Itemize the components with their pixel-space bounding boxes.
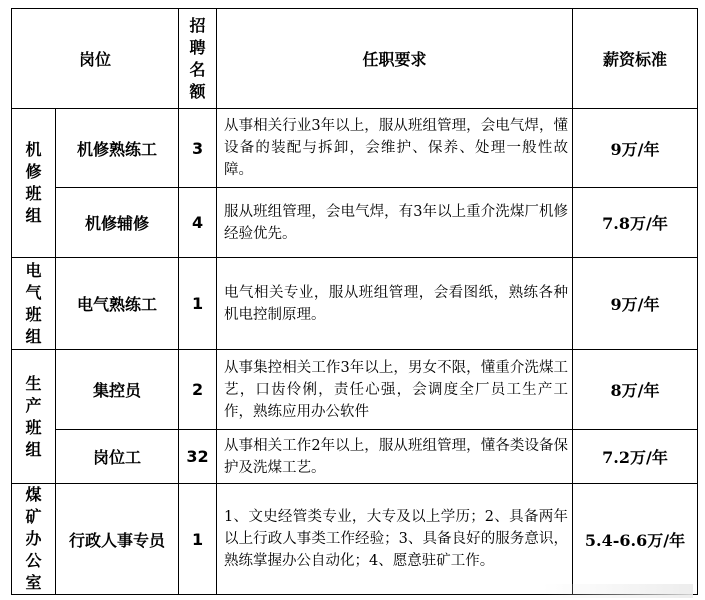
count-cell: 2 <box>179 350 217 430</box>
header-row <box>12 9 698 109</box>
table-row <box>12 430 698 484</box>
table-row <box>12 109 698 188</box>
position-cell: 集控员 <box>56 350 179 430</box>
position-cell: 机修辅修 <box>56 188 179 258</box>
salary-cell: 5.4-6.6万/年 <box>573 484 698 595</box>
group-cell <box>12 484 56 595</box>
requirements-cell: 服从班组管理，会电气焊，有3年以上重介洗煤厂机修经验优先。 <box>217 188 573 258</box>
requirements-cell: 1、文史经管类专业，大专及以上学历；2、具备两年以上行政人事类工作经验；3、具备良好的服务意识，熟练掌握办公自动化；4、愿意驻矿工作。 <box>217 484 573 595</box>
header-salary: 薪资标准 <box>573 9 698 109</box>
requirements-cell: 从事相关工作2年以上，服从班组管理，懂各类设备保护及洗煤工艺。 <box>217 430 573 484</box>
salary-cell: 8万/年 <box>573 350 698 430</box>
count-cell: 4 <box>179 188 217 258</box>
count-cell: 3 <box>179 109 217 188</box>
count-cell: 32 <box>179 430 217 484</box>
count-cell: 1 <box>179 258 217 350</box>
group-cell <box>12 109 56 258</box>
header-count-text: 招聘名额 <box>189 15 206 101</box>
position-cell: 行政人事专员 <box>56 484 179 595</box>
salary-cell: 9万/年 <box>573 109 698 188</box>
header-requirements: 任职要求 <box>217 9 573 109</box>
watermark-smudge <box>543 584 693 598</box>
salary-cell: 7.8万/年 <box>573 188 698 258</box>
requirements-cell: 从事集控相关工作3年以上，男女不限，懂重介洗煤工艺，口齿伶俐，责任心强，会调度全厂员工生产工作，熟练应用办公软件 <box>217 350 573 430</box>
table-row <box>12 188 698 258</box>
group-label: 机修班组 <box>25 140 42 225</box>
position-cell: 机修熟练工 <box>56 109 179 188</box>
group-label: 电气班组 <box>25 260 42 346</box>
recruitment-table <box>11 8 698 595</box>
requirements-cell: 从事相关行业3年以上，服从班组管理，会电气焊，懂设备的装配与拆卸，会维护、保养、处理一般性故障。 <box>217 109 573 188</box>
position-cell: 岗位工 <box>56 430 179 484</box>
table-row <box>12 350 698 430</box>
group-label: 煤矿办公室 <box>25 485 42 592</box>
group-label: 生产班组 <box>25 373 42 459</box>
salary-cell: 9万/年 <box>573 258 698 350</box>
group-cell <box>12 350 56 484</box>
requirements-cell: 电气相关专业，服从班组管理，会看图纸，熟练各种机电控制原理。 <box>217 258 573 350</box>
position-cell: 电气熟练工 <box>56 258 179 350</box>
salary-cell: 7.2万/年 <box>573 430 698 484</box>
header-position: 岗位 <box>12 9 179 109</box>
count-cell: 1 <box>179 484 217 595</box>
table-row <box>12 258 698 350</box>
group-cell <box>12 258 56 350</box>
table-row <box>12 484 698 595</box>
header-count <box>179 9 217 109</box>
